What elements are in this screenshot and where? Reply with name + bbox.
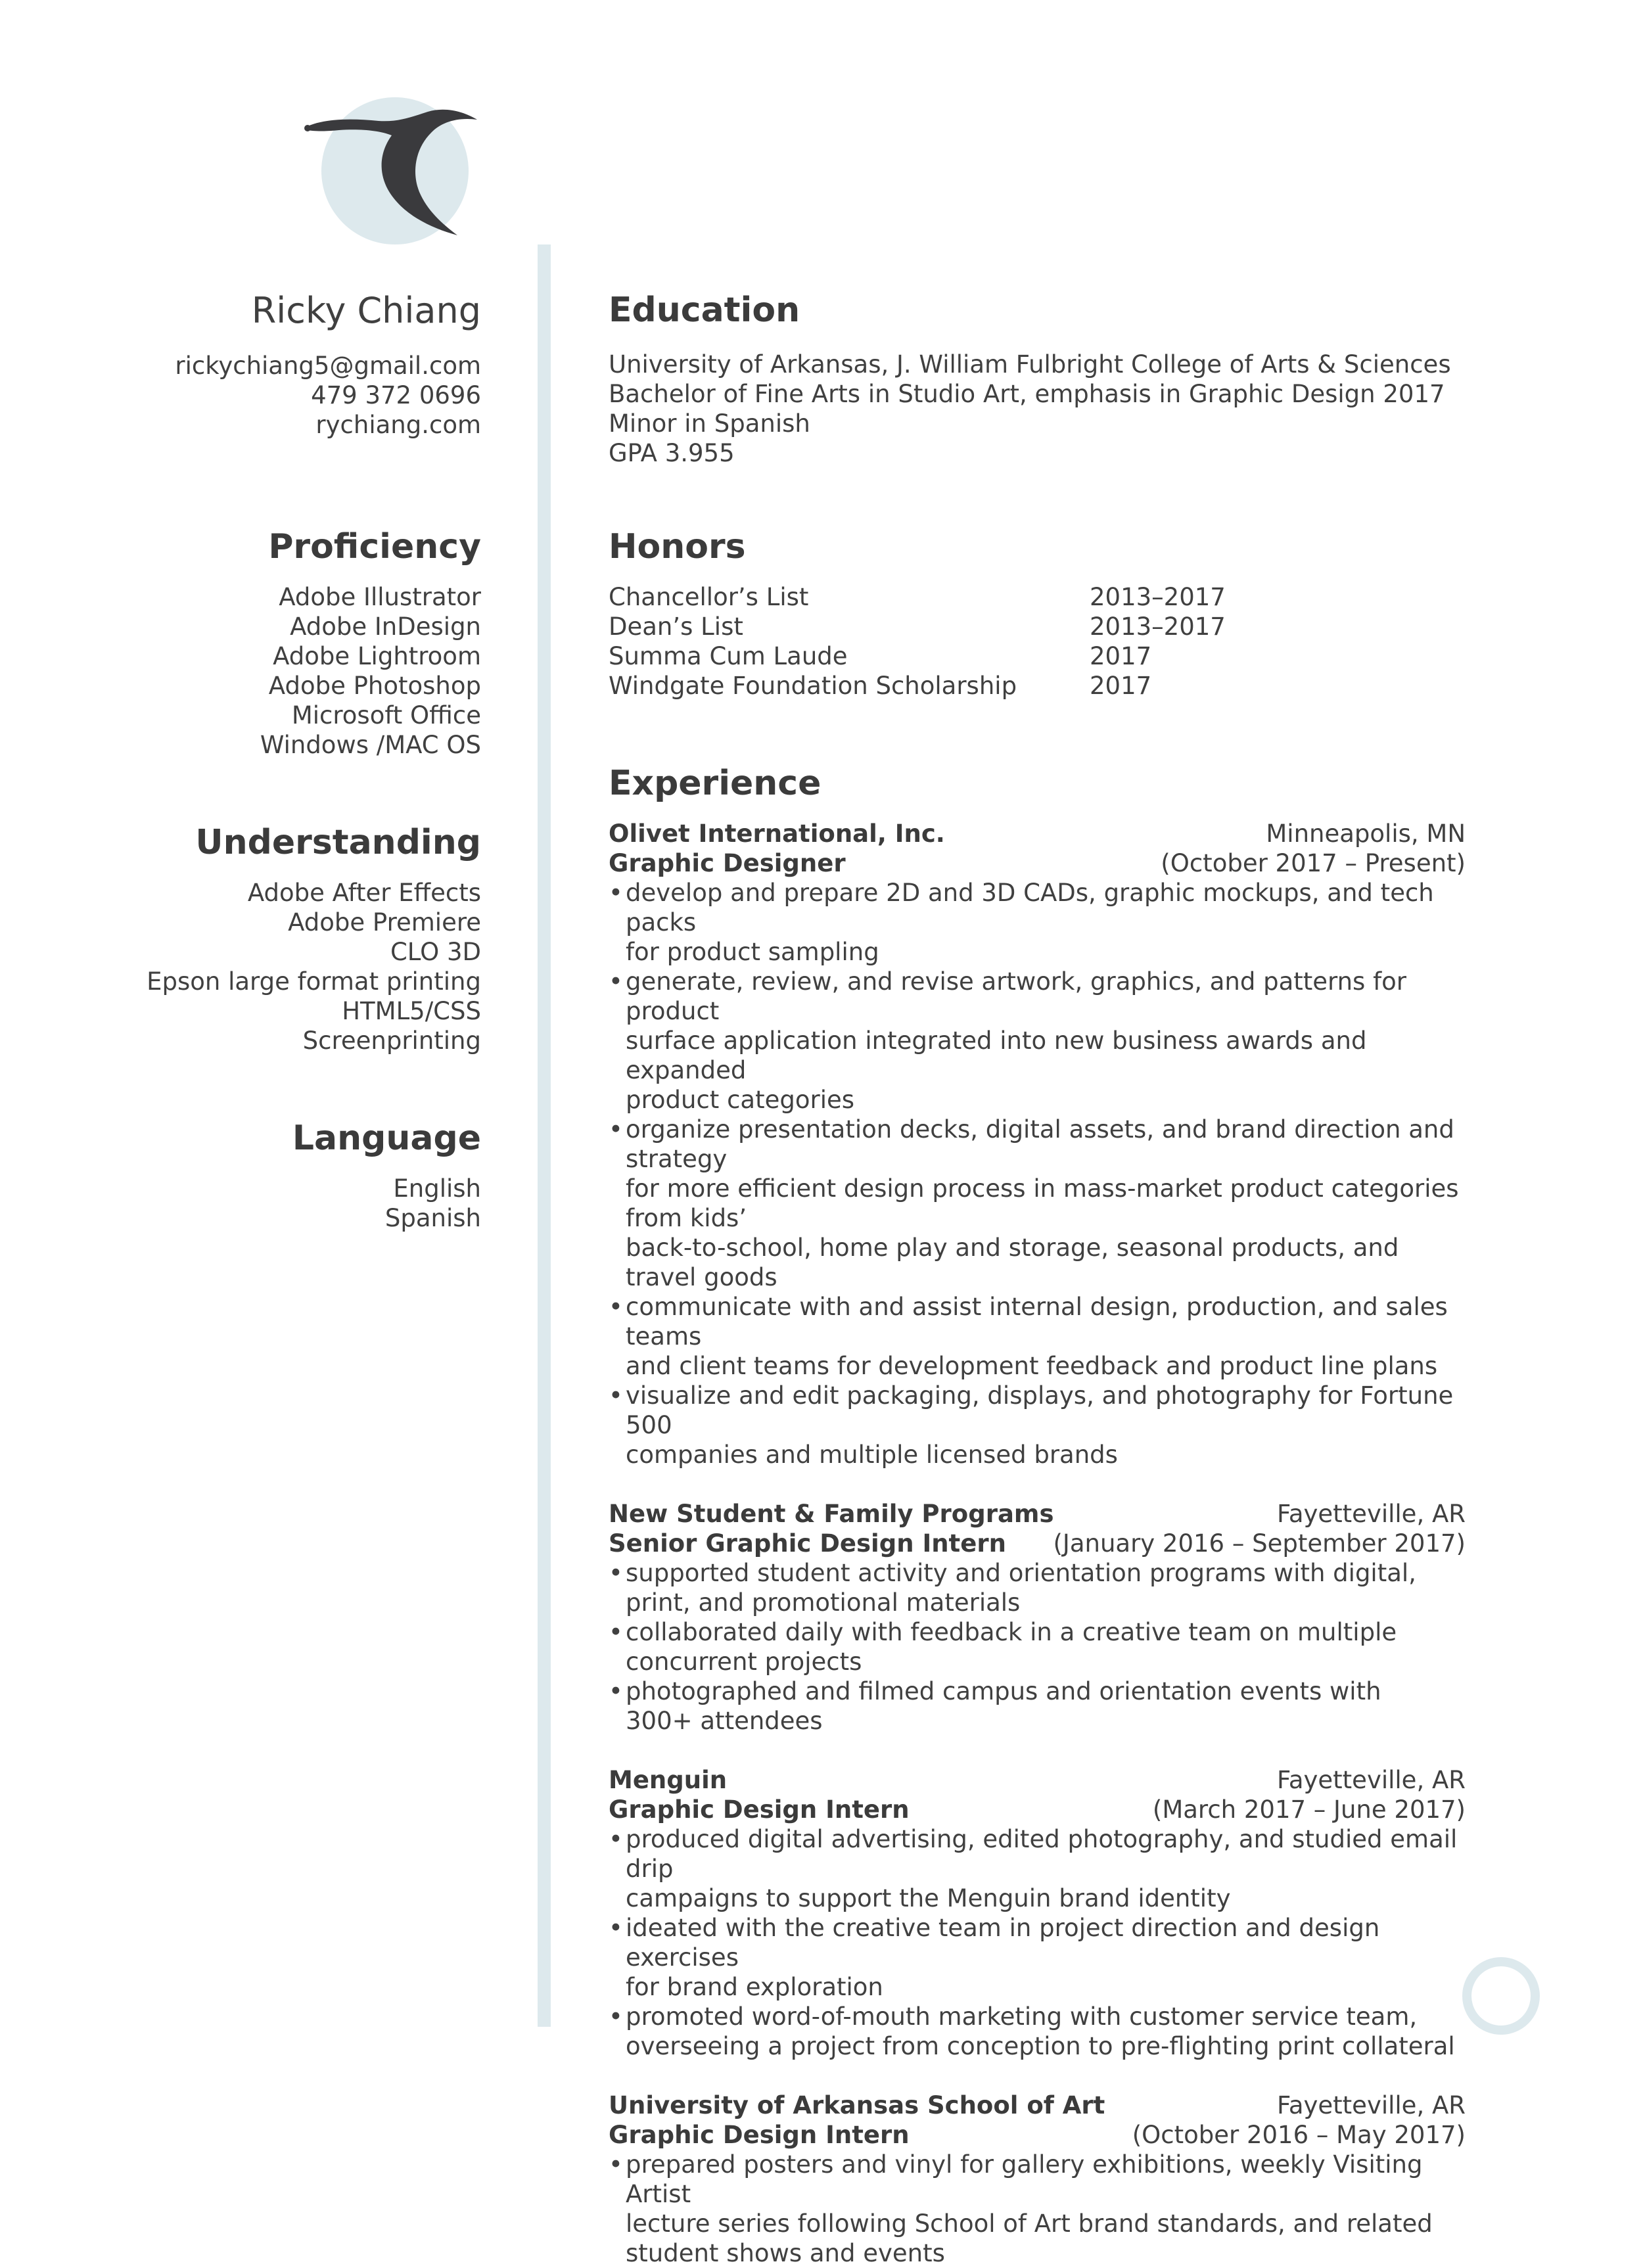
bullet-line: generate, review, and revise artwork, graphics, and patterns for product — [626, 967, 1406, 1025]
education-heading: Education — [609, 290, 800, 330]
job-entry — [609, 819, 1466, 1470]
bullet-line: photographed and filmed campus and orientation events with — [626, 1677, 1381, 1705]
bullet-line: companies and multiple licensed brands — [626, 1441, 1118, 1469]
bullet-line: overseeing a project from conception to pre-flighting print collateral — [626, 2032, 1455, 2060]
language-heading: Language — [292, 1119, 481, 1158]
bullet-line: promoted word-of-mouth marketing with customer service team, — [626, 2002, 1418, 2031]
honors-heading: Honors — [609, 527, 746, 567]
job-location: Minneapolis, MN — [1266, 820, 1466, 848]
job-title: Graphic Design Intern — [609, 2121, 910, 2149]
job-org: New Student & Family Programs — [609, 1500, 1054, 1528]
job-entry — [609, 1499, 1466, 1736]
email-text: rickychiang5@gmail.com — [175, 352, 481, 380]
education-line: Bachelor of Fine Arts in Studio Art, emphasis in Graphic Design 2017 — [609, 380, 1445, 408]
language-section — [118, 1117, 481, 1233]
job-bullet: • generate, review, and revise artwork, graphics, and patterns for product surface application integrated into new business awards and expanded product categories — [609, 967, 1466, 1115]
vertical-divider — [538, 244, 551, 2027]
honor-row — [609, 641, 1466, 671]
bullet-line: and client teams for development feedback and product line plans — [626, 1352, 1438, 1380]
experience-heading: Experience — [609, 764, 822, 803]
bullet-line: prepared posters and vinyl for gallery exhibitions, weekly Visiting Artist — [626, 2150, 1423, 2208]
job-title: Graphic Design Intern — [609, 1795, 910, 1824]
job-subheader — [609, 1529, 1466, 1558]
job-bullet: • ideated with the creative team in project direction and design exercises for brand exploration — [609, 1913, 1466, 2002]
understanding-item: CLO 3D — [390, 938, 481, 966]
job-title: Graphic Designer — [609, 849, 846, 877]
understanding-item: Epson large format printing — [147, 967, 481, 996]
job-bullet: • organize presentation decks, digital assets, and brand direction and strategy for more efficient design process in mass-market product categories from kids’ back-to-school, home play and storage, seasonal products, and travel goods — [609, 1115, 1466, 1292]
understanding-item: Adobe Premiere — [288, 908, 481, 937]
website-text: rychiang.com — [315, 411, 481, 439]
job-location: Fayetteville, AR — [1276, 1766, 1466, 1794]
honor-row — [609, 612, 1466, 641]
honor-name: Dean’s List — [609, 613, 743, 641]
job-bullet: • prepared posters and vinyl for gallery exhibitions, weekly Visiting Artist lecture series following School of Art brand standards, and related student shows and events — [609, 2150, 1466, 2268]
bullet-line: product categories — [626, 1086, 855, 1114]
understanding-item: Screenprinting — [302, 1027, 481, 1055]
job-subheader — [609, 848, 1466, 878]
proficiency-section — [118, 526, 481, 760]
bullet-line: for more efficient design process in mass-market product categories from kids’ — [626, 1174, 1459, 1232]
language-item: Spanish — [384, 1204, 481, 1232]
job-dates: (October 2016 – May 2017) — [1132, 2121, 1466, 2149]
bullet-line: ideated with the creative team in project direction and design exercises — [626, 1914, 1380, 1972]
honor-years: 2013–2017 — [1090, 583, 1226, 611]
bullet-line: organize presentation decks, digital assets, and brand direction and strategy — [626, 1115, 1454, 1173]
job-header — [609, 1765, 1466, 1795]
job-header — [609, 2091, 1466, 2120]
honor-years: 2017 — [1090, 642, 1152, 670]
honor-name: Summa Cum Laude — [609, 642, 848, 670]
job-bullet: • communicate with and assist internal design, production, and sales teams and client teams for development feedback and product line plans — [609, 1292, 1466, 1381]
honor-years: 2017 — [1090, 672, 1152, 700]
bullet-line: lecture series following School of Art brand standards, and related — [626, 2210, 1433, 2238]
bullet-line: 300+ attendees — [626, 1707, 823, 1735]
job-dates: (October 2017 – Present) — [1161, 849, 1466, 877]
job-dates: (January 2016 – September 2017) — [1053, 1529, 1466, 1558]
proficiency-item: Adobe Illustrator — [279, 583, 481, 611]
education-section — [609, 289, 1466, 468]
job-bullet: • collaborated daily with feedback in a creative team on multiple concurrent projects — [609, 1617, 1466, 1677]
bullet-line: print, and promotional materials — [626, 1588, 1021, 1617]
name-heading: Ricky Chiang — [251, 290, 481, 331]
honor-name: Chancellor’s List — [609, 583, 809, 611]
bullet-line: surface application integrated into new business awards and expanded — [626, 1027, 1367, 1084]
understanding-item: Adobe After Effects — [247, 879, 481, 907]
phone-text: 479 372 0696 — [311, 381, 481, 409]
job-subheader — [609, 2120, 1466, 2150]
job-bullet: • supported student activity and orientation programs with digital, print, and promotional materials — [609, 1558, 1466, 1617]
bullet-line: communicate with and assist internal design, production, and sales teams — [626, 1293, 1448, 1351]
bullet-line: collaborated daily with feedback in a creative team on multiple — [626, 1618, 1397, 1646]
honor-row — [609, 582, 1466, 612]
job-bullet: • photographed and filmed campus and orientation events with 300+ attendees — [609, 1677, 1466, 1736]
bullet-line: visualize and edit packaging, displays, and photography for Fortune 500 — [626, 1381, 1454, 1439]
job-location: Fayetteville, AR — [1276, 2091, 1466, 2119]
proficiency-item: Microsoft Office — [291, 701, 481, 729]
decorative-ring — [1462, 1957, 1540, 2035]
contact-section — [118, 289, 481, 440]
job-bullet: • develop and prepare 2D and 3D CADs, graphic mockups, and tech packs for product sampling — [609, 878, 1466, 967]
job-subheader — [609, 1795, 1466, 1824]
bullet-line: for product sampling — [626, 938, 879, 966]
bullet-line: back-to-school, home play and storage, seasonal products, and travel goods — [626, 1234, 1399, 1291]
honor-name: Windgate Foundation Scholarship — [609, 672, 1017, 700]
job-org: Menguin — [609, 1766, 728, 1794]
bullet-line: produced digital advertising, edited photography, and studied email drip — [626, 1825, 1458, 1883]
job-org: Olivet International, Inc. — [609, 820, 945, 848]
proficiency-heading: Proficiency — [268, 527, 481, 567]
proficiency-item: Adobe Lightroom — [273, 642, 481, 670]
language-item: English — [393, 1174, 481, 1203]
job-location: Fayetteville, AR — [1276, 1500, 1466, 1528]
proficiency-item: Adobe InDesign — [290, 613, 481, 641]
understanding-section — [118, 822, 481, 1055]
honor-row — [609, 671, 1466, 701]
hummingbird-logo-icon — [300, 92, 484, 250]
job-header — [609, 819, 1466, 848]
bullet-line: supported student activity and orientation programs with digital, — [626, 1559, 1416, 1587]
bullet-line: student shows and events — [626, 2239, 945, 2267]
job-entry — [609, 2091, 1466, 2268]
education-line: GPA 3.955 — [609, 439, 735, 467]
job-org: University of Arkansas School of Art — [609, 2091, 1105, 2119]
job-dates: (March 2017 – June 2017) — [1152, 1795, 1466, 1824]
job-header — [609, 1499, 1466, 1529]
experience-section — [609, 762, 1466, 2268]
job-bullet: • produced digital advertising, edited photography, and studied email drip campaigns to support the Menguin brand identity — [609, 1824, 1466, 1913]
understanding-item: HTML5/CSS — [342, 997, 481, 1025]
proficiency-item: Adobe Photoshop — [268, 672, 481, 700]
bullet-line: campaigns to support the Menguin brand identity — [626, 1884, 1231, 1912]
job-entry — [609, 1765, 1466, 2061]
education-line: University of Arkansas, J. William Fulbright College of Arts & Sciences — [609, 350, 1451, 379]
bullet-line: concurrent projects — [626, 1648, 862, 1676]
understanding-heading: Understanding — [195, 823, 481, 862]
job-bullet: • promoted word-of-mouth marketing with customer service team, overseeing a project from conception to pre-flighting print collateral — [609, 2002, 1466, 2061]
bullet-line: for brand exploration — [626, 1973, 883, 2001]
honor-years: 2013–2017 — [1090, 613, 1226, 641]
bullet-line: develop and prepare 2D and 3D CADs, graphic mockups, and tech packs — [626, 879, 1434, 937]
education-line: Minor in Spanish — [609, 409, 810, 438]
proficiency-item: Windows /MAC OS — [260, 731, 481, 759]
job-title: Senior Graphic Design Intern — [609, 1529, 1006, 1558]
job-bullet: • visualize and edit packaging, displays, and photography for Fortune 500 companies and multiple licensed brands — [609, 1381, 1466, 1470]
honors-section — [609, 526, 1466, 701]
